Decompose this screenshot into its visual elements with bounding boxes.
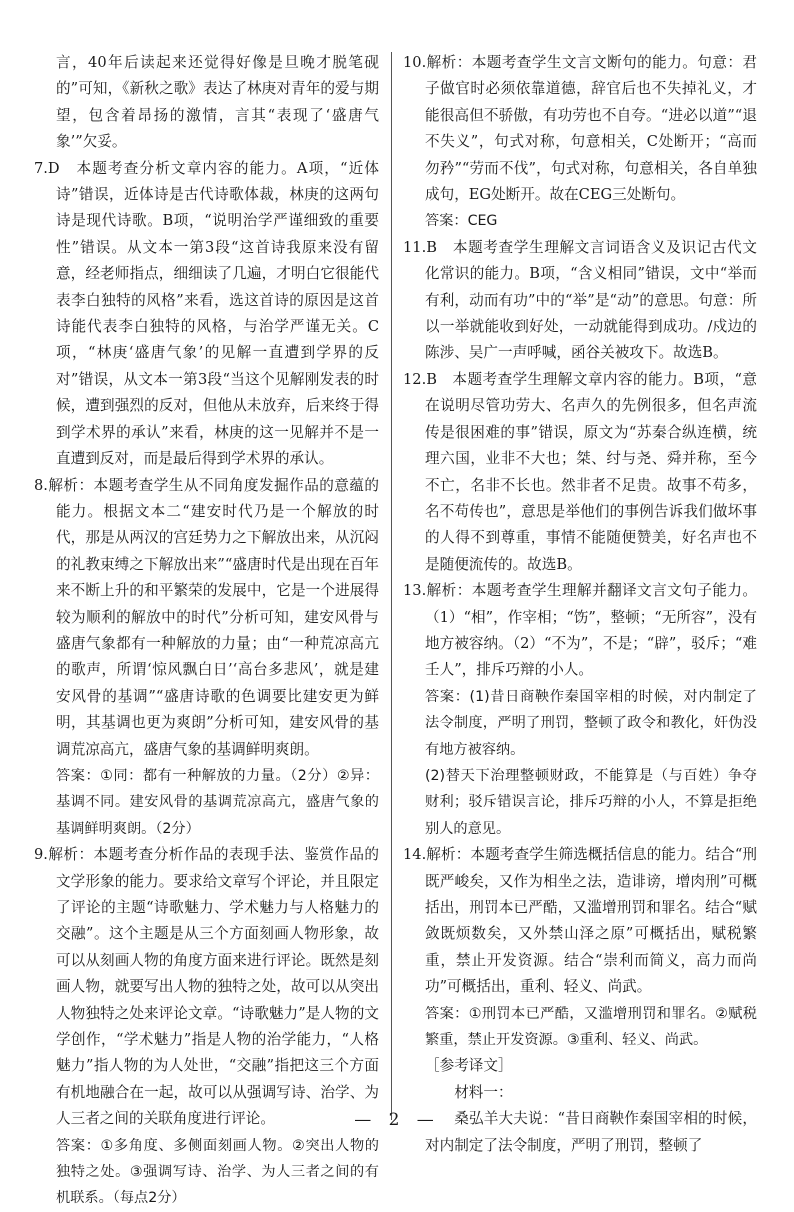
page-number: — 2 — bbox=[354, 1110, 440, 1130]
q7-explanation: 7.D 本题考查分析文章内容的能力。A项，“近体诗”错误，近体诗是古代诗歌体裁，林庚的这两句诗是现代诗歌。B项，“说明治学严谨细致的重要性”错误。从文本一第3段“这首诗我原来没有留意，经老师指点，细细读了几遍，才明白它很能代表李白独特的风格”来看，选这首诗的原因是这首诗能代表李白独特的风格，与治学严谨无关。C项，“林庚‘盛唐气象’的见解一直遭到学界的反对”错误，从文本一第3段“当这个见解刚发表的时候，遭到强烈的反对，但他从未放弃，后来终于得到学术界的承认”来看，林庚的这一见解并不是一直遭到反对，而是最后得到学术界的承认。 bbox=[34, 159, 379, 468]
column-divider bbox=[391, 52, 392, 1120]
q8-answer: 答案：①同：都有一种解放的力量。（2分）②异：基调不同。建安风骨的基调荒凉高亢，盛唐气象的基调鲜明爽朗。（2分） bbox=[56, 767, 379, 837]
q8-explanation: 8.解析：本题考查学生从不同角度发掘作品的意蕴的能力。根据文本二“建安时代乃是一个解放的时代，那是从两汉的宫廷势力之下解放出来，从沉闷的礼教束缚之下解放出来”“盛唐时代是出现在百年来不断上升的和平繁荣的发展中，它是一个进展得较为顺利的解放中的时代”分析可知，建安风骨与盛唐气象都有一种解放的力量；由“一种荒凉高亢的歌声，所谓‘惊风飘白日’‘高台多悲风’，就是建安风骨的基调”“盛唐诗歌的色调要比建安更为鲜明，其基调也更为爽朗”分析可知，建安风骨的基调荒凉高亢，盛唐气象的基调鲜明爽朗。 bbox=[34, 476, 379, 758]
q13-answer-2: (2)替天下治理整顿财政，不能算是（与百姓）争夺财利；驳斥错误言论，排斥巧辩的小人，不算是拒绝别人的意见。 bbox=[425, 767, 757, 837]
q14-answer: 答案：①刑罚本已严酷，又滥增刑罚和罪名。②赋税繁重，禁止开发资源。③重利、轻义、尚武。 bbox=[425, 1005, 757, 1049]
left-column bbox=[34, 50, 379, 1212]
q9-explanation: 9.解析：本题考查分析作品的表现手法、鉴赏作品的文学形象的能力。要求给文章写个评论，并且限定了评论的主题“诗歌魅力、学术魅力与人格魅力的交融”。这个主题是从三个方面刻画人物形象，故可以从刻画人物的角度方面来进行评论。既然是刻画人物，就要写出人物的独特之处，故可以从突出人物独特之处来评论文章。“诗歌魅力”是人物的文学创作，“学术魅力”指是人物的治学能力，“人格魅力”指人物的为人处世，“交融”指把这三个方面有机地融合在一起，故可以从强调写诗、治学、为人三者之间的关联角度进行评论。 bbox=[34, 846, 379, 1128]
q13-explanation: 13.解析：本题考查学生理解并翻译文言文句子能力。（1）“相”，作宰相；“饬”，整顿；“无所容”，没有地方被容纳。（2）“不为”，不是；“辟”，驳斥；“难壬人”，排斥巧辩的小人。 bbox=[403, 582, 757, 679]
q10-explanation: 10.解析：本题考查学生文言文断句的能力。句意：君子做官时必须依靠道德，辞官后也不失掉礼义，才能很高但不骄傲，有功劳也不自夸。“进必以道”“退不失义”，句式对称，句意相关，C处断开；“高而勿矜”“劳而不伐”，句式对称，句意相关，各自单独成句，EG处断开。故在CEG三处断句。 bbox=[403, 54, 757, 204]
reference-translation-title: ［参考译文］ bbox=[425, 1057, 513, 1075]
q12-explanation: 12.B 本题考查学生理解文章内容的能力。B项，“意在说明尽管功劳大、名声久的先例很多，但名声流传是很困难的事”错误，原文为“苏秦合纵连横，统理六国，业非不大也；桀、纣与尧、舜并称，至今不亡，名非不长也。然非者不足贵。故事不苟多，名不苟传也”，意思是举他们的事例告诉我们做坏事的人得不到尊重，事情不能随便赞美，好名声也不是随便流传的。故选B。 bbox=[403, 370, 757, 573]
material-one-label: 材料一： bbox=[454, 1083, 513, 1101]
q13-answer-1: 答案：(1)昔日商鞅作秦国宰相的时候，对内制定了法令制度，严明了刑罚，整顿了政令和教化，奸伪没有地方被容纳。 bbox=[425, 688, 757, 758]
q11-explanation: 11.B 本题考查学生理解文言词语含义及识记古代文化常识的能力。B项，“含义相同”错误，文中“举而有利，动而有功”中的“举”是“动”的意思。句意：所以一举就能收到好处，一动就能得到成功。/戍边的陈涉、吴广一声呼喊，函谷关被攻下。故选B。 bbox=[403, 238, 757, 362]
q14-explanation: 14.解析：本题考查学生筛选概括信息的能力。结合“刑既严峻矣，又作为相坐之法，造诽谤，增肉刑”可概括出，刑罚本已严酷，又滥增刑罚和罪名。结合“赋敛既烦数矣，又外禁山泽之原”可概括出，赋税繁重，禁止开发资源。结合“崇利而简义，高力而尚功”可概括出，重利、轻义、尚武。 bbox=[403, 846, 757, 996]
q10-answer: 答案：CEG bbox=[425, 213, 498, 230]
q6-continuation: 言，40年后读起来还觉得好像是旦晚才脱笔砚的”可知，《新秋之歌》表达了林庚对青年的爱与期望，包含着昂扬的激情，言其“表现了‘盛唐气象’”欠妥。 bbox=[56, 54, 379, 151]
q9-answer: 答案：①多角度、多侧面刻画人物。②突出人物的独特之处。③强调写诗、治学、为人三者之间的有机联系。（每点2分） bbox=[56, 1137, 379, 1207]
reference-translation-text: 桑弘羊大夫说：“昔日商鞅作秦国宰相的时候，对内制定了法令制度，严明了刑罚，整顿了 bbox=[425, 1110, 757, 1154]
right-column bbox=[403, 50, 757, 1159]
